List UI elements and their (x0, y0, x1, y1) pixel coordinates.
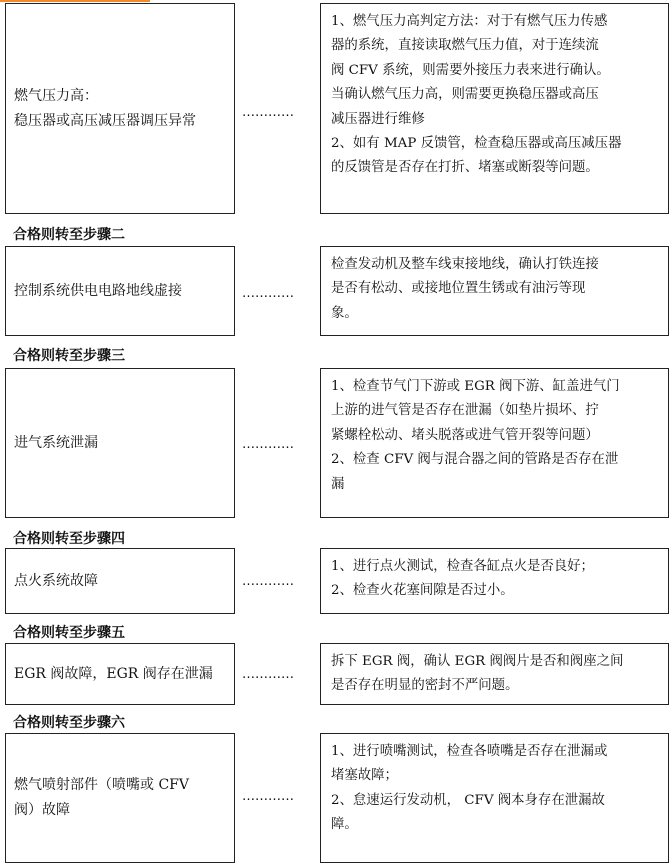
fault-cause-line: 燃气喷射部件（喷嘴或 CFV (14, 777, 189, 793)
fault-cause-3 (5, 368, 235, 518)
remedy-line: 2、怠速运行发动机， CFV 阀本身存在泄漏故 (331, 792, 605, 808)
remedy-line: 2、如有 MAP 反馈管，检查稳压器或高压减压器 (331, 136, 622, 152)
remedy-line: 障。 (331, 817, 358, 833)
step-note: 合格则转至步骤六 (13, 715, 125, 731)
remedy-line: 1、检查节气门下游或 EGR 阀下游、缸盖进气门 (331, 379, 620, 394)
remedy-box-3 (320, 368, 669, 518)
remedy-line: 检查发动机及整车线束接地线，确认打铁连接 (331, 257, 599, 272)
remedy-box-1 (320, 3, 669, 214)
fault-cause-line: EGR 阀故障，EGR 阀存在泄漏 (14, 665, 213, 682)
remedy-line: 堵塞故障； (331, 768, 398, 784)
step-note: 合格则转至步骤五 (13, 625, 125, 641)
leader-dots: ………… (242, 789, 294, 804)
top-accent-bar (0, 0, 150, 2)
remedy-line: 上游的进气管是否存在泄漏（如垫片损坏、拧 (331, 403, 599, 419)
remedy-line: 象。 (331, 305, 358, 321)
remedy-line: 漏 (331, 476, 345, 492)
remedy-line: 的反馈管是否存在打折、堵塞或断裂等问题。 (331, 160, 599, 176)
remedy-line: 阀 CFV 系统，则需要外接压力表来进行确认。 (331, 62, 610, 78)
fault-cause-2 (5, 246, 235, 336)
remedy-box-6 (320, 733, 669, 863)
fault-cause-line: 阀）故障 (14, 802, 70, 818)
leader-dots: ………… (242, 667, 294, 682)
remedy-line: 1、燃气压力高判定方法：对于有燃气压力传感 (331, 14, 608, 29)
step-note: 合格则转至步骤三 (13, 348, 125, 364)
fault-cause-line: 燃气压力高： (14, 87, 98, 104)
remedy-line: 1、进行喷嘴测试，检查各喷嘴是否存在泄漏或 (331, 744, 608, 759)
step-note: 合格则转至步骤二 (13, 227, 125, 243)
remedy-line: 器的系统，直接读取燃气压力值，对于连续流 (331, 38, 599, 54)
step-note: 合格则转至步骤四 (13, 531, 125, 547)
fault-cause-6 (5, 733, 235, 863)
leader-dots: ………… (242, 574, 294, 589)
leader-dots: ………… (242, 286, 294, 301)
fault-cause-line: 稳压器或高压减压器调压异常 (14, 112, 196, 129)
remedy-line: 拆下 EGR 阀，确认 EGR 阀阀片是否和阀座之间 (331, 654, 624, 669)
fault-cause-line: 点火系统故障 (14, 572, 98, 589)
remedy-line: 2、检查火花塞间隙是否过小。 (331, 583, 514, 599)
remedy-line: 1、进行点火测试，检查各缸点火是否良好； (331, 559, 594, 574)
remedy-line: 紧螺栓松动、堵头脱落或进气管开裂等问题） (331, 427, 599, 443)
leader-dots: ………… (242, 105, 294, 120)
remedy-box-2 (320, 246, 669, 336)
remedy-line: 是否有松动、或接地位置生锈或有油污等现 (331, 281, 586, 297)
fault-cause-line: 进气系统泄漏 (14, 434, 98, 451)
remedy-line: 2、检查 CFV 阀与混合器之间的管路是否存在泄 (331, 452, 619, 468)
remedy-box-5 (320, 643, 669, 705)
fault-cause-5 (5, 643, 235, 705)
remedy-line: 是否存在明显的密封不严问题。 (331, 678, 519, 694)
fault-cause-line: 控制系统供电电路地线虚接 (14, 282, 182, 299)
remedy-line: 减压器进行维修 (331, 111, 425, 127)
remedy-line: 当确认燃气压力高，则需要更换稳压器或高压 (331, 87, 599, 103)
remedy-box-4 (320, 548, 669, 614)
fault-cause-4 (5, 548, 235, 614)
fault-cause-1 (5, 3, 235, 214)
leader-dots: ………… (242, 437, 294, 452)
